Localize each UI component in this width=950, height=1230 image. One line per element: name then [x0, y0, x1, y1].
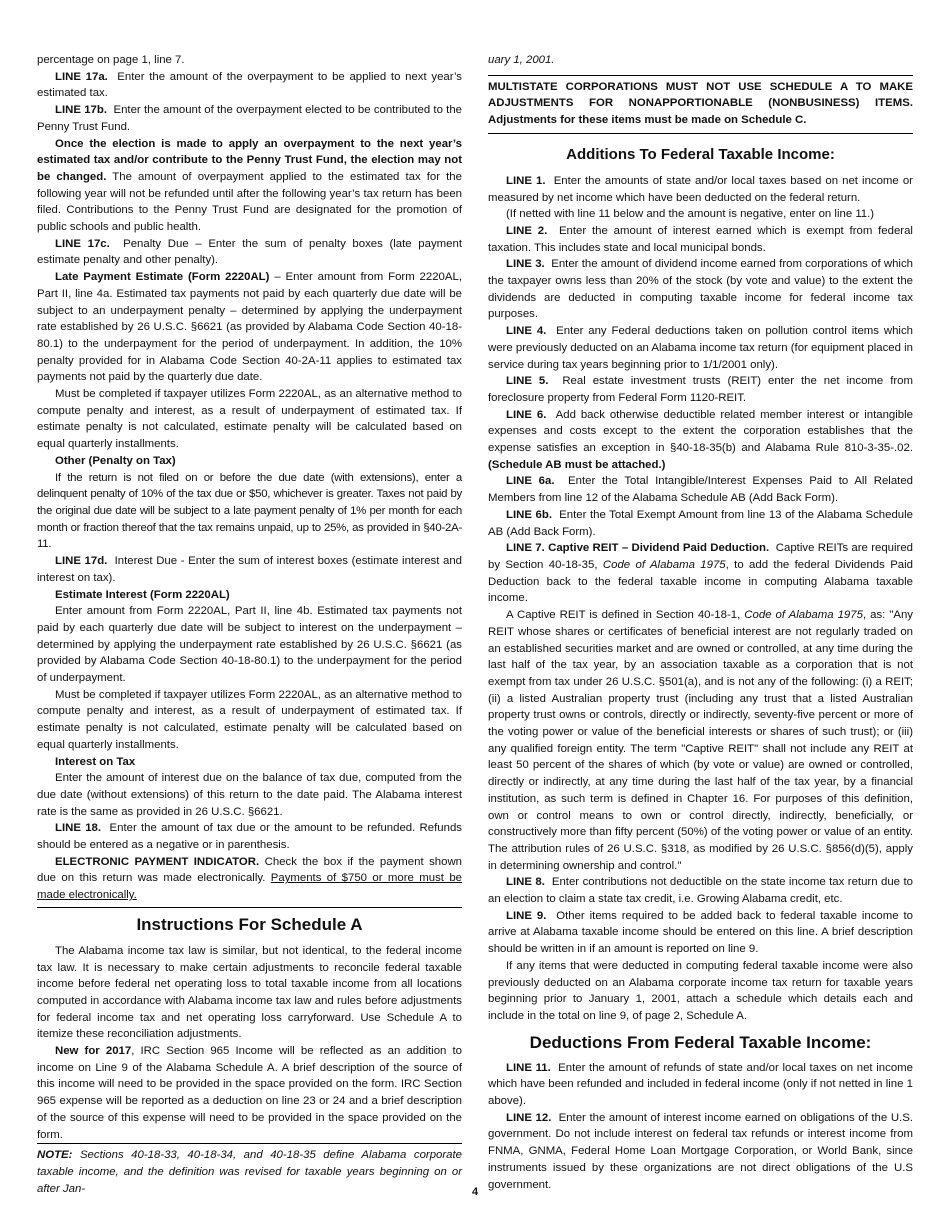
line-1-note: (If netted with line 11 below and the amount is negative, enter on line 11.) [506, 208, 875, 221]
line-text: Enter the amount of the overpayment elected to be contributed to the Penny Trust Fund. [37, 104, 462, 133]
line-label: LINE 12. [506, 1111, 552, 1124]
line-text: Enter the amount of refunds of state and/or local taxes on net income which have been refunded and included in federal income (only if not netted in line 1 above). [488, 1061, 913, 1108]
line-text: Enter the Total Intangible/Interest Expenses Paid to All Related Members from line 12 of the Alabama Schedule AB (Add Back Form). [488, 475, 913, 505]
line-6 [488, 407, 913, 474]
line-text: Captive REITs are required by Section 40-18-35, [488, 542, 913, 571]
line-text: Enter the amount of interest earned which is exempt from federal taxation. This includes state and local municipal bonds. [488, 224, 913, 254]
line-11 [488, 1060, 913, 1110]
paragraph: Enter amount from Form 2220AL, Part II, line 4b. Estimated tax payments not paid by each quarterly due date will be subject to interest on the underpayment – determined by applying the underpayment rate established by 26 U.S.C. §6621 (as provided by Alabama Code Section 40-18-80.1) to the underpayment for the period of underpayment. [37, 605, 462, 685]
line-label: LINE 9. [506, 909, 547, 922]
line-label: LINE 5. [506, 375, 549, 388]
code-citation: Code of Alabama 1975 [744, 609, 863, 622]
line-text: Enter the amounts of state and/or local taxes based on net income or measured by net income which have been deducted on the federal return. [488, 174, 913, 204]
late-payment-estimate [37, 269, 462, 386]
note-label: NOTE: [37, 1149, 73, 1162]
new-text: , IRC Section 965 Income will be reflected as an addition to income on Line 9 of the Alabama Schedule A. A brief description of the source of this income will need to be provided in the space provided on the form. IRC Section 965 expense will be reported as a deduction on line 23 or 24 and a brief description of the source of this expense will need to be provided in the space provided on the form. [37, 1045, 462, 1141]
line-label: LINE 6b. [506, 508, 552, 521]
line-label: LINE 6a. [506, 475, 555, 488]
divider [488, 133, 913, 134]
subheading-estimate-interest: Estimate Interest (Form 2220AL) [55, 588, 230, 601]
line-1 [488, 173, 913, 206]
line-9 [488, 908, 913, 958]
subheading-other-penalty: Other (Penalty on Tax) [55, 454, 176, 467]
note-text: Sections 40-18-33, 40-18-34, and 40-18-35 define Alabama corporate taxable income, and the definition was revised for taxable years beginning on or after Jan- [37, 1149, 462, 1195]
line-12 [488, 1110, 913, 1194]
line-label: LINE 7. Captive REIT – Dividend Paid Deduction. [506, 542, 770, 555]
line-17a [37, 69, 462, 102]
line-4 [488, 323, 913, 373]
line-text: Enter the amount of the overpayment to be applied to next year’s estimated tax. [37, 70, 462, 100]
line-note-bold: (Schedule AB must be attached.) [488, 458, 666, 471]
line-label: LINE 17c. [55, 237, 110, 250]
line-text: , to add the federal Dividends Paid Deduction back to the federal taxable income in computing Alabama taxable income. [488, 558, 913, 605]
line-label: LINE 2. [506, 224, 548, 237]
line-label: LINE 18. [55, 822, 102, 835]
section-title-schedule-a: Instructions For Schedule A [136, 914, 363, 934]
line-label: LINE 8. [506, 876, 545, 889]
section-title-deductions: Deductions From Federal Taxable Income: [529, 1032, 872, 1052]
underlined-requirement: Payments of $750 or more must be made electronically. [37, 872, 462, 902]
paragraph: Must be completed if taxpayer utilizes Form 2220AL, as an alternative method to compute penalty and interest, as a result of underpayment of estimated tax. If estimate penalty is not calculated, estimate penalty will be calculated based on equal quarterly installments. [37, 688, 462, 751]
line-text: Enter the amount of dividend income earned from corporations of which the taxpayer owns less than 20% of the stock (by vote and value) to the extent the dividends are deducted in computing taxable income for federal income tax purposes. [488, 258, 913, 321]
right-column [488, 52, 913, 1193]
election-paragraph [37, 136, 462, 236]
line-text: Enter the Total Exempt Amount from line 13 of the Alabama Schedule AB (Add Back Form). [488, 508, 913, 538]
line-label: LINE 17d. [55, 555, 108, 568]
line-label: LINE 3. [506, 258, 545, 271]
section-title-additions: Additions To Federal Taxable Income: [566, 145, 835, 163]
subheading-interest-on-tax: Interest on Tax [55, 755, 136, 768]
paragraph: Enter the amount of interest due on the balance of tax due, computed from the due date (without extensions) of this return to the date paid. The Alabama interest rate is the same as provided in 26 U.S.C. §6621. [37, 772, 462, 818]
new-for-2017 [37, 1043, 462, 1143]
electronic-payment-indicator [37, 854, 462, 908]
line-18 [37, 820, 462, 853]
line-text: Enter the amount of interest income earned on obligations of the U.S. government. Do not include interest on federal tax refunds or interest income from FNMA, GNMA, Federal Home Loan Mortgage Corporation, or World Bank, since instruments issued by these organizations are not direct obligations of the U.S government. [488, 1111, 913, 1191]
captive-reit-definition [488, 607, 913, 874]
note-continued: uary 1, 2001. [488, 54, 555, 66]
paragraph: The Alabama income tax law is similar, but not identical, to the federal income tax law. It is necessary to make certain adjustments to reconcile federal taxable income before federal net operating loss to total taxable income from all locations computed in accordance with Alabama income tax law and rules before adjustments for federal income tax and net operating loss carryforward. Use Schedule A to itemize these reconciliation adjustments. [37, 944, 462, 1041]
line-6b [488, 507, 913, 540]
paragraph: If any items that were deducted in computing federal taxable income were also previously deducted on an Alabama corporate income tax return for taxable years beginning prior to January 1, 2001, attach a schedule which details each and include in the total on line 9, of page 2, Schedule A. [488, 959, 913, 1022]
election-text: The amount of overpayment applied to the estimated tax for the following year will not be refunded until after the following year’s tax return has been filed. Contributions to the Penny Trust Fund are designated for the promotion of public schools and public health. [37, 170, 462, 234]
line-label: LINE 1. [506, 174, 546, 187]
line-7 [488, 540, 913, 607]
line-text: Interest Due - Enter the sum of interest boxes (estimate interest and interest on tax). [37, 555, 463, 584]
line-17b [37, 102, 462, 135]
definition-text: , as: "Any REIT whose shares or certificates of beneficial interest are not regularly traded on an established securities market and are owned or controlled, at any time during the last half of the tax year, by an association taxable as a corporation that is not exempt from tax under 26 U.S.C. §501(a), and is not any of the following: (i) a REIT; (ii) a listed Australian property trust (including any trust that a listed Australian property trust owns or controls, directly or indirectly, seventy-five percent or more of the voting power or value of the beneficial interests or shares of such trust); or (iii) any qualified foreign entity. The term "Captive REIT" shall not include any REIT at least 50 percent of the shares of which (by vote or value) are owned or controlled, directly or indirectly, at any time during the last half of the tax year, by a financial institution, as such term is defined in Chapter 16. For purposes of this definition, own or control means to own or control directly, indirectly, beneficially, or constructively more than fifty percent (50%) of the voting power or value of an entity. The attribution rules of 26 U.S.C. §318, as modified by 26 U.S.C. §856(d)(5), apply in determining ownership and control." [488, 609, 913, 872]
line-3 [488, 256, 913, 323]
line-text: Enter any Federal deductions taken on pollution control items which were previously deducted on an Alabama income tax return (for equipment placed in service during tax years beginning prior to 1/1/2001 only). [488, 325, 913, 371]
section-label: Late Payment Estimate (Form 2220AL) [55, 271, 270, 284]
line-17c [37, 236, 462, 269]
definition-text: A Captive REIT is defined in Section 40-18-1, [506, 609, 741, 622]
new-label: New for 2017 [55, 1045, 132, 1058]
line-text: Add back otherwise deductible related member interest or intangible expenses and costs except to the extent the corporation establishes that the expense satisfies an exception in §40-18-35(b) and Alabama Rule 810-3-35-.02. [488, 408, 913, 455]
line-text: Real estate investment trusts (REIT) enter the net income from foreclosure property from Federal Form 1120-REIT. [488, 375, 913, 404]
line-8 [488, 874, 913, 907]
paragraph: Must be completed if taxpayer utilizes Form 2220AL, as an alternative method to compute penalty and interest, as a result of underpayment of estimated tax. If estimate penalty is not calculated, estimate penalty will be calculated based on equal quarterly installments. [37, 388, 462, 451]
page-number: 4 [471, 1186, 479, 1198]
line-label: LINE 17b. [55, 104, 107, 117]
line-label: LINE 4. [506, 325, 547, 338]
line-text: Enter contributions not deductible on the state income tax return due to an election to claim a state tax credit, i.e. Growing Alabama credit, etc. [488, 876, 913, 906]
divider [488, 75, 913, 76]
line-17d [37, 553, 462, 586]
paragraph: percentage on page 1, line 7. [37, 54, 185, 66]
line-label: ELECTRONIC PAYMENT INDICATOR. [55, 855, 260, 868]
code-citation: Code of Alabama 1975 [602, 558, 726, 571]
left-column [37, 52, 462, 1197]
line-5 [488, 373, 913, 406]
section-text: – Enter amount from Form 2220AL, Part II, line 4a. Estimated tax payments not paid by each quarterly due date will be subject to an underpayment penalty – determined by applying the underpayment rate established by 26 U.S.C. §6621 (as provided by Alabama Code Section 40-18-80.1) to the underpayment for the period of underpayment. In addition, the 10% penalty provided for in Alabama Code Section 40-2A-11 applies to estimated tax payments not paid by the quarterly due date. [37, 271, 462, 384]
line-text: Penalty Due – Enter the sum of penalty boxes (late payment estimate penalty and other penalty). [37, 237, 462, 267]
line-text: Check the box if the payment shown due on this return was made electronically. [37, 855, 463, 885]
line-6a [488, 473, 913, 506]
line-label: LINE 11. [506, 1061, 551, 1074]
election-bold: Once the election is made to apply an overpayment to the next year’s estimated tax and/or contribute to the Penny Trust Fund, the election may not be changed. [37, 137, 462, 183]
line-text: Enter the amount of tax due or the amount to be refunded. Refunds should be entered as a negative or in parenthesis. [37, 822, 462, 852]
paragraph: If the return is not filed on or before the due date (with extensions), enter a delinquent penalty of 10% of the tax due or $50, whichever is greater. Taxes not paid by the original due date will be subject to a late payment penalty of 1% per month for each month or fraction thereof that the tax remains unpaid, up to 25%, as provided in §40-2A-11. [37, 471, 462, 551]
multistate-warning: MULTISTATE CORPORATIONS MUST NOT USE SCHEDULE A TO MAKE ADJUSTMENTS FOR NONAPPORTIONABLE (NONBUSINESS) ITEMS. Adjustments for these items must be made on Schedule C. [488, 80, 913, 127]
line-2 [488, 223, 913, 256]
line-label: LINE 6. [506, 408, 547, 421]
line-text: Other items required to be added back to federal taxable income to arrive at Alabama taxable income should be entered on this line. A brief description should be written in if an amount is reported on line 9. [488, 909, 913, 956]
line-label: LINE 17a. [55, 70, 108, 83]
